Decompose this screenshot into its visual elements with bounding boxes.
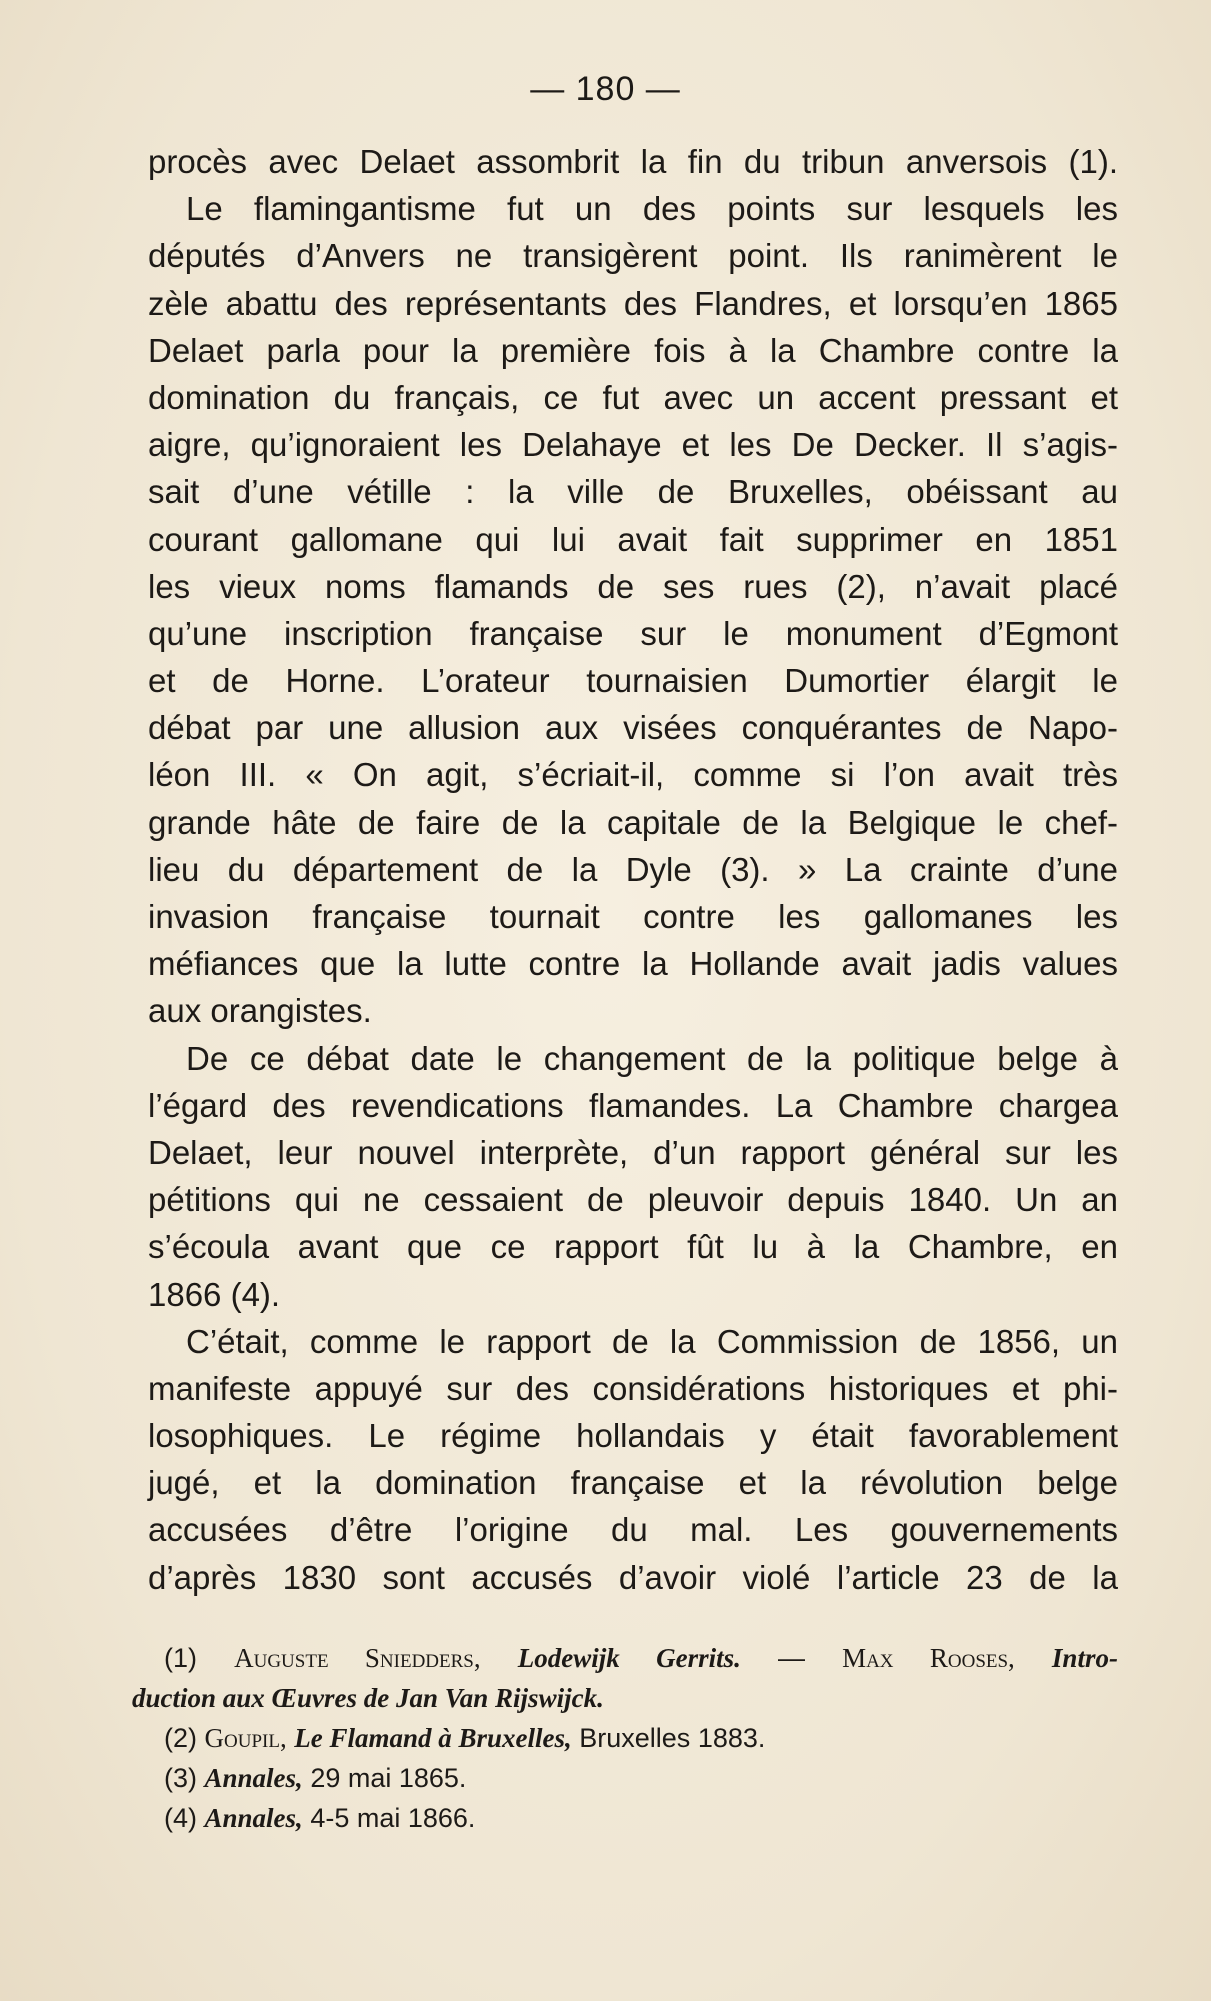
text-line: pétitions qui ne cessaient de pleuvoir depuis 1840. Un an: [148, 1181, 1118, 1219]
footnote-3-title: Annales,: [204, 1763, 303, 1793]
footnote-2-marker: (2): [164, 1723, 197, 1753]
text-line: Delaet parla pour la première fois à la Chambre contre la: [148, 331, 1118, 369]
text-line: accusées d’être l’origine du mal. Les gouvernements: [148, 1511, 1118, 1549]
footnote-1-title: Lodewijk Gerrits.: [517, 1643, 741, 1673]
footnote-2: [132, 1718, 1118, 1758]
text-line: députés d’Anvers ne transigèrent point. Ils ranimèrent le: [148, 237, 1118, 275]
text-line: procès avec Delaet assombrit la fin du tribun anversois (1).: [148, 143, 1118, 180]
footnote-1-continued: [132, 1678, 1118, 1718]
footnote-1-marker: (1): [164, 1643, 197, 1673]
footnotes: [132, 1638, 1118, 1838]
text-line: méfiances que la lutte contre la Hollande avait jadis values: [148, 945, 1118, 983]
page-number: — 180 —: [530, 70, 681, 108]
text-line: jugé, et la domination française et la révolution belge: [148, 1464, 1118, 1502]
text-line: sait d’une vétille : la ville de Bruxelles, obéissant au: [148, 473, 1118, 511]
text-line: losophiques. Le régime hollandais y était favorablement: [148, 1417, 1118, 1455]
text-line: l’égard des revendications flamandes. La Chambre chargea: [148, 1086, 1118, 1124]
text-line: lieu du département de la Dyle (3). » La crainte d’une: [148, 850, 1118, 888]
text-line: léon III. « On agit, s’écriait-il, comme si l’on avait très: [148, 756, 1118, 794]
text-line: zèle abattu des représentants des Flandres, et lorsqu’en 1865: [148, 284, 1118, 322]
footnote-3: [132, 1758, 1118, 1798]
text-line: invasion française tournait contre les gallomanes les: [148, 898, 1118, 935]
text-line: et de Horne. L’orateur tournaisien Dumortier élargit le: [148, 662, 1118, 700]
footnote-1-separator: —: [740, 1643, 843, 1673]
text-line: Delaet, leur nouvel interprète, d’un rapport général sur les: [148, 1133, 1118, 1171]
text-line: manifeste appuyé sur des considérations historiques et phi-: [148, 1369, 1118, 1407]
footnote-2-title: Le Flamand à Bruxelles,: [294, 1723, 572, 1753]
text-line: qu’une inscription française sur le monument d’Egmont: [148, 614, 1118, 652]
footnote-4-title: Annales,: [204, 1803, 303, 1833]
text-line: aux orangistes.: [148, 992, 372, 1030]
text-line: grande hâte de faire de la capitale de la Belgique le chef-: [148, 803, 1118, 841]
text-line: C’était, comme le rapport de la Commission de 1856, un: [186, 1322, 1118, 1360]
footnote-4-marker: (4): [164, 1803, 197, 1833]
footnote-4-rest: 4-5 mai 1866.: [310, 1803, 476, 1833]
text-line: les vieux noms flamands de ses rues (2), n’avait placé: [148, 567, 1118, 605]
footnote-3-rest: 29 mai 1865.: [310, 1763, 467, 1793]
footnote-1-author: Auguste Sniedders,: [234, 1643, 481, 1673]
text-line: Le flamingantisme fut un des points sur lesquels les: [186, 190, 1118, 228]
footnote-2-author: Goupil,: [204, 1723, 287, 1753]
text-line: 1866 (4).: [148, 1275, 281, 1313]
text-line: De ce débat date le changement de la politique belge à: [186, 1039, 1118, 1077]
footnote-3-marker: (3): [164, 1763, 197, 1793]
text-line: domination du français, ce fut avec un accent pressant et: [148, 378, 1118, 416]
body-text: [148, 138, 1118, 1601]
footnote-4: [132, 1798, 1118, 1838]
text-line: s’écoula avant que ce rapport fût lu à la Chambre, en: [148, 1228, 1118, 1266]
footnote-1-title-2-end: duction aux Œuvres de Jan Van Rijswijck.: [132, 1683, 604, 1713]
footnote-1: [132, 1638, 1118, 1678]
footnote-2-rest: Bruxelles 1883.: [579, 1723, 766, 1753]
text-line: courant gallomane qui lui avait fait supprimer en 1851: [148, 520, 1118, 558]
text-line: aigre, qu’ignoraient les Delahaye et les De Decker. Il s’agis-: [148, 426, 1118, 464]
footnote-1-title-2-start: Intro-: [1051, 1643, 1118, 1673]
text-line: débat par une allusion aux visées conquérantes de Napo-: [148, 709, 1118, 747]
footnote-1-author-2: Max Rooses,: [842, 1643, 1015, 1673]
text-line: d’après 1830 sont accusés d’avoir violé l’article 23 de la: [148, 1558, 1118, 1596]
